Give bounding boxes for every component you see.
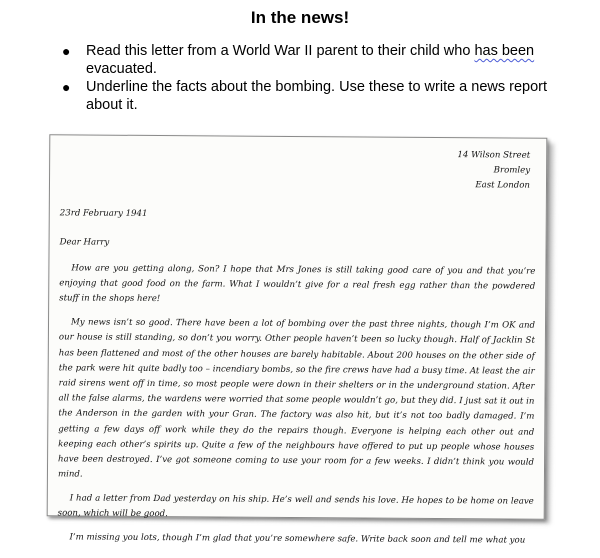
instruction-item	[58, 78, 558, 114]
address-line: Bromley	[493, 165, 531, 176]
letter-paper	[47, 134, 548, 546]
instruction-item	[58, 42, 558, 78]
address-line: East London	[475, 180, 531, 191]
instruction-text-1: Read this letter from a World War II parent to their child who has been evacuated.	[86, 43, 535, 77]
letter-date: 23rd February 1941	[59, 207, 148, 219]
letter-body	[57, 145, 536, 557]
letter-paragraph: How are you getting along, Son? I hope that Mrs Jones is still taking good care of you and that you’re enjoying that good food on the farm. What I wouldn’t give for a real fresh egg rather than the powdered stuff in the shops here!	[59, 263, 536, 305]
letter-paragraph: I had a letter from Dad yesterday on his ship. He’s well and sends his love. He hopes to be home on leave soon, which will be good.	[57, 493, 534, 520]
address-line: 14 Wilson Street	[457, 150, 531, 161]
instruction-text-2: Underline the facts about the bombing. Use these to write a news report about it.	[86, 79, 548, 113]
letter-paragraph: I’m missing you lots, though I’m glad that you’re somewhere safe. Write back soon and tell me what you	[69, 532, 526, 546]
letter-salutation: Dear Harry	[59, 237, 110, 248]
page-title: In the news!	[250, 8, 350, 27]
instruction-list	[58, 42, 558, 114]
letter-address	[60, 145, 536, 194]
bullet-icon: ●	[62, 43, 71, 59]
bullet-icon: ●	[62, 79, 71, 95]
letter-paragraph: My news isn’t so good. There have been a lot of bombing over the past three nights, though I’m OK and our house is still standing, so don’t you worry. Other people haven’t been so lucky though. Half of Jacklin St has been flattened and most of the other houses are barely habitable. About 200 houses on the other side of the park were hit quite badly too – incendiary bombs, so the fire crews have had a busy time. At least the air raid sirens went off in time, so most people were down in their shelters or in the underground station. After all the false alarms, the wardens were worried that some people wouldn’t go, but they did. I just sat it out in the Anderson in the garden with your Gran. The factory was also hit, but it’s not too badly damaged. I’m getting a few days off work while they do the repairs though. Everyone is helping each other out and keeping each other’s spirits up. Quite a few of the neighbours have offered to put up people whose houses have been destroyed. I’ve got someone coming to use your room for a few weeks. I didn’t think you would mind.	[57, 317, 536, 480]
